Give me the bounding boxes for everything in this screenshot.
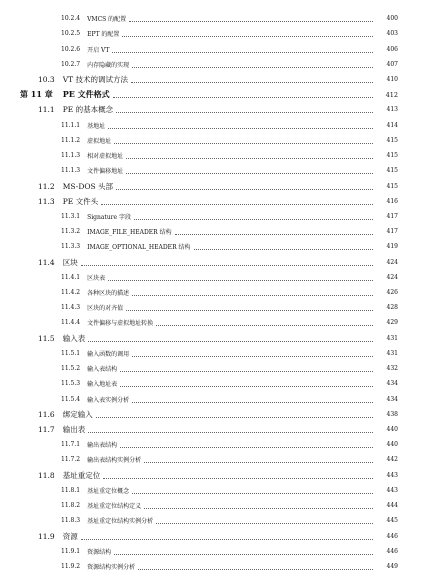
toc-entry-number: 10.2.5 [61, 30, 81, 38]
dot-leader [129, 21, 373, 22]
dot-leader [132, 67, 373, 68]
toc-section-entry [0, 255, 431, 270]
toc-subsection-entry [0, 26, 431, 41]
dot-leader [194, 249, 374, 250]
toc-entry-number: 11.6 [38, 409, 55, 419]
toc-subsection-entry [0, 41, 431, 56]
toc-subsection-entry [0, 285, 431, 300]
toc-entry-page-number: 416 [386, 197, 398, 205]
toc-entry-page-number: 415 [386, 182, 398, 190]
toc-section-entry [0, 194, 431, 209]
toc-section-entry [0, 422, 431, 437]
toc-entry-page-number: 414 [386, 121, 398, 129]
toc-entry-title: EPT 的配置 [87, 31, 120, 39]
dot-leader [113, 97, 373, 98]
toc-subsection-entry [0, 483, 431, 498]
dot-leader [126, 173, 373, 174]
dot-leader [108, 280, 373, 281]
toc-subsection-entry [0, 361, 431, 376]
toc-entry-number: 11.3.3 [61, 243, 81, 251]
toc-subsection-entry [0, 57, 431, 72]
dot-leader [120, 371, 373, 372]
toc-entry-number: 10.2.4 [61, 15, 81, 23]
dot-leader [144, 462, 373, 463]
toc-entry-page-number: 415 [386, 152, 398, 160]
toc-entry-page-number: 432 [386, 365, 398, 373]
toc-entry-title: 输入地址表 [87, 381, 118, 389]
toc-entry-title: 基址重定位结构定义 [87, 503, 142, 511]
toc-entry-title: 输入表 [62, 333, 86, 343]
dot-leader [175, 234, 373, 235]
toc-entry-title: 输入表实例分析 [87, 396, 130, 404]
dot-leader [120, 447, 373, 448]
toc-entry-number: 11.8.3 [61, 517, 81, 525]
toc-entry-number: 11.9.1 [61, 547, 81, 555]
toc-entry-page-number: 415 [386, 167, 398, 175]
dot-leader [131, 82, 373, 83]
toc-entry-number: 11.2 [38, 181, 55, 191]
toc-entry-number: 10.3 [38, 74, 55, 84]
dot-leader [120, 386, 373, 387]
dot-leader [114, 143, 373, 144]
toc-entry-title: 绑定输入 [62, 409, 93, 419]
toc-entry-page-number: 400 [386, 15, 398, 23]
toc-subsection-entry [0, 513, 431, 528]
toc-entry-number: 11.7 [38, 425, 55, 435]
toc-entry-page-number: 417 [386, 228, 398, 236]
toc-entry-title: 基地址 [87, 122, 106, 130]
toc-entry-number: 11.5.1 [61, 349, 81, 357]
toc-entry-title: 虚拟地址 [87, 137, 112, 145]
toc-entry-title: 区块 [62, 257, 78, 267]
dot-leader [156, 325, 373, 326]
dot-leader [108, 128, 373, 129]
toc-entry-number: 11.1.2 [61, 136, 81, 144]
toc-entry-number: 10.2.6 [61, 45, 81, 53]
toc-entry-number: 11.5.4 [61, 395, 81, 403]
toc-subsection-entry [0, 315, 431, 330]
dot-leader [116, 112, 373, 113]
toc-subsection-entry [0, 118, 431, 133]
toc-entry-number: 11.8.2 [61, 502, 81, 510]
toc-entry-page-number: 445 [386, 517, 398, 525]
toc-entry-number: 11.1.3 [61, 167, 81, 175]
toc-subsection-entry [0, 559, 431, 574]
toc-chapter-entry [0, 87, 431, 102]
toc-subsection-entry [0, 209, 431, 224]
toc-entry-page-number: 438 [386, 410, 398, 418]
dot-leader [132, 356, 373, 357]
toc-entry-title: VT 技术的调试方法 [62, 74, 129, 84]
toc-entry-title: MS-DOS 头部 [62, 181, 114, 191]
toc-entry-number: 第 11 章 [20, 89, 53, 100]
toc-entry-title: 输入函数的调用 [87, 350, 130, 358]
toc-subsection-entry [0, 239, 431, 254]
toc-entry-number: 11.7.1 [61, 441, 81, 449]
toc-entry-page-number: 413 [386, 106, 398, 114]
toc-entry-title: 资源结构 [87, 548, 112, 556]
toc-entry-page-number: 407 [386, 60, 398, 68]
dot-leader [156, 523, 373, 524]
toc-entry-title: 基址重定位 [62, 470, 101, 480]
toc-subsection-entry [0, 270, 431, 285]
toc-subsection-entry [0, 498, 431, 513]
toc-section-entry [0, 102, 431, 117]
toc-section-entry [0, 331, 431, 346]
toc-entry-page-number: 429 [386, 319, 398, 327]
dot-leader [144, 508, 373, 509]
dot-leader [103, 478, 373, 479]
toc-entry-number: 11.4.4 [61, 319, 81, 327]
dot-leader [88, 341, 373, 342]
toc-entry-number: 11.8.1 [61, 486, 81, 494]
toc-entry-title: 输出表结构实例分析 [87, 457, 142, 465]
toc-subsection-entry [0, 391, 431, 406]
toc-entry-page-number: 424 [386, 258, 398, 266]
dot-leader [81, 265, 373, 266]
toc-entry-title: PE 文件格式 [62, 89, 110, 100]
toc-subsection-entry [0, 148, 431, 163]
toc-entry-number: 11.3.2 [61, 228, 81, 236]
toc-entry-title: 开启 VT [87, 46, 110, 54]
toc-entry-number: 11.8 [38, 470, 55, 480]
toc-subsection-entry [0, 163, 431, 178]
toc-subsection-entry [0, 346, 431, 361]
toc-entry-title: 文件偏移地址 [87, 168, 124, 176]
dot-leader [122, 36, 373, 37]
toc-entry-title: 资源结构实例分析 [87, 563, 136, 571]
toc-entry-page-number: 442 [386, 456, 398, 464]
dot-leader [132, 295, 373, 296]
dot-leader [116, 189, 373, 190]
toc-subsection-entry [0, 452, 431, 467]
toc-subsection-entry [0, 133, 431, 148]
toc-entry-number: 11.3.1 [61, 212, 81, 220]
toc-section-entry [0, 528, 431, 543]
toc-entry-page-number: 403 [386, 30, 398, 38]
toc-entry-page-number: 431 [386, 349, 398, 357]
toc-entry-title: 文件偏移与虚拟地址转换 [87, 320, 154, 328]
toc-entry-number: 11.4.3 [61, 304, 81, 312]
toc-entry-number: 11.3 [38, 196, 55, 206]
toc-entry-page-number: 446 [386, 547, 398, 555]
dot-leader [96, 417, 373, 418]
toc-entry-page-number: 440 [386, 441, 398, 449]
toc-entry-page-number: 440 [386, 426, 398, 434]
dot-leader [88, 432, 373, 433]
toc-entry-page-number: 444 [386, 502, 398, 510]
toc-entry-page-number: 446 [386, 532, 398, 540]
toc-entry-number: 11.9.2 [61, 562, 81, 570]
toc-entry-title: 区块的对齐值 [87, 305, 124, 313]
dot-leader [101, 204, 373, 205]
toc-entry-page-number: 419 [386, 243, 398, 251]
dot-leader [132, 402, 373, 403]
table-of-contents [0, 11, 431, 574]
toc-entry-title: 资源 [62, 531, 78, 541]
toc-entry-page-number: 428 [386, 304, 398, 312]
toc-entry-page-number: 431 [386, 334, 398, 342]
dot-leader [138, 569, 373, 570]
toc-entry-page-number: 434 [386, 380, 398, 388]
toc-entry-title: PE 的基本概念 [62, 105, 114, 115]
toc-entry-page-number: 417 [386, 212, 398, 220]
toc-entry-number: 11.1 [38, 105, 55, 115]
dot-leader [112, 52, 373, 53]
toc-subsection-entry [0, 376, 431, 391]
toc-entry-page-number: 406 [386, 45, 398, 53]
toc-entry-page-number: 449 [386, 562, 398, 570]
toc-entry-title: 相对虚拟地址 [87, 153, 124, 161]
toc-entry-page-number: 412 [385, 90, 398, 99]
toc-entry-page-number: 434 [386, 395, 398, 403]
toc-entry-number: 11.1.3 [61, 152, 81, 160]
dot-leader [126, 310, 373, 311]
dot-leader [81, 539, 373, 540]
toc-section-entry [0, 178, 431, 193]
toc-entry-title: 内存隐藏的实现 [87, 61, 130, 69]
toc-entry-number: 11.5.3 [61, 380, 81, 388]
toc-entry-title: VMCS 的配置 [87, 16, 127, 24]
toc-entry-number: 11.5 [38, 333, 55, 343]
toc-entry-page-number: 415 [386, 136, 398, 144]
toc-entry-page-number: 426 [386, 289, 398, 297]
dot-leader [126, 158, 373, 159]
toc-entry-title: 基址重定位结构实例分析 [87, 518, 154, 526]
toc-subsection-entry [0, 224, 431, 239]
dot-leader [134, 219, 373, 220]
toc-entry-title: 输出表结构 [87, 442, 118, 450]
toc-section-entry [0, 468, 431, 483]
toc-entry-number: 11.9 [38, 531, 55, 541]
toc-entry-title: IMAGE_OPTIONAL_HEADER 结构 [87, 244, 191, 252]
toc-entry-number: 10.2.7 [61, 60, 81, 68]
toc-section-entry [0, 407, 431, 422]
toc-entry-title: 输入表结构 [87, 366, 118, 374]
toc-entry-number: 11.4.2 [61, 289, 81, 297]
toc-entry-title: PE 文件头 [62, 196, 99, 206]
toc-entry-page-number: 424 [386, 273, 398, 281]
toc-entry-number: 11.4.1 [61, 273, 81, 281]
toc-entry-page-number: 443 [386, 471, 398, 479]
toc-entry-title: Signature 字段 [87, 213, 132, 221]
toc-entry-title: 基址重定位概念 [87, 487, 130, 495]
toc-entry-number: 11.4 [38, 257, 55, 267]
toc-section-entry [0, 72, 431, 87]
toc-entry-page-number: 410 [386, 75, 398, 83]
toc-subsection-entry [0, 437, 431, 452]
toc-entry-number: 11.5.2 [61, 365, 81, 373]
dot-leader [114, 554, 373, 555]
toc-entry-number: 11.7.2 [61, 456, 81, 464]
toc-entry-title: 各种区块的描述 [87, 290, 130, 298]
toc-subsection-entry [0, 300, 431, 315]
dot-leader [132, 493, 373, 494]
toc-subsection-entry [0, 544, 431, 559]
toc-entry-number: 11.1.1 [61, 121, 81, 129]
toc-entry-title: 输出表 [62, 425, 86, 435]
toc-entry-title: 区块表 [87, 274, 106, 282]
toc-subsection-entry [0, 11, 431, 26]
toc-entry-page-number: 443 [386, 486, 398, 494]
toc-entry-title: IMAGE_FILE_HEADER 结构 [87, 229, 172, 237]
